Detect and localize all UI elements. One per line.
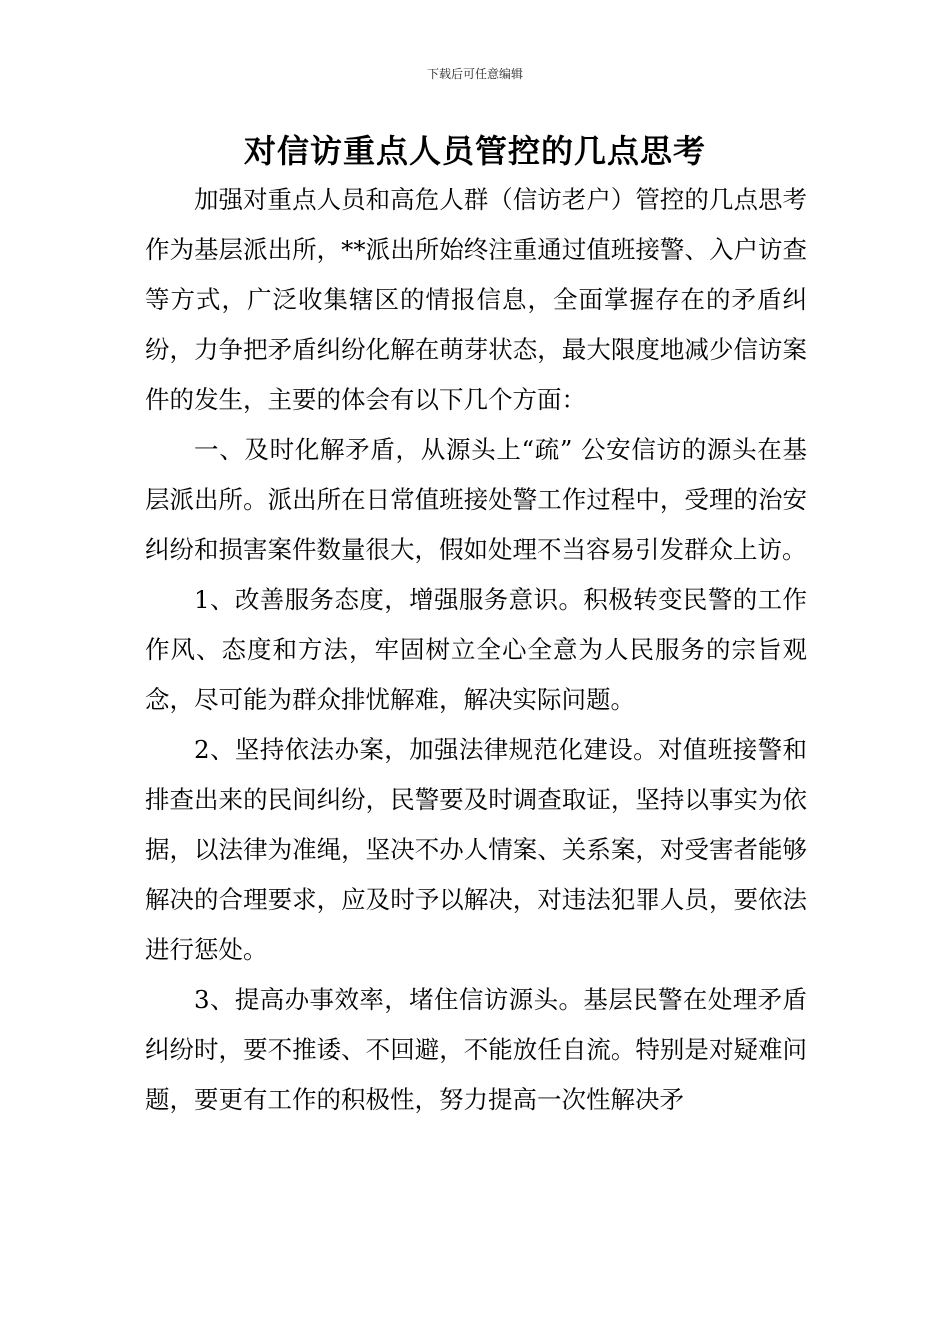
paragraph: 1、改善服务态度，增强服务意识。积极转变民警的工作作风、态度和方法，牢固树立全心全意为人民服务的宗旨观念，尽可能为群众排忧解难，解决实际问题。 xyxy=(145,585,807,714)
paragraph: 一、及时化解矛盾，从源头上“疏” 公安信访的源头在基层派出所。派出所在日常值班接处警工作过程中，受理的治安纠纷和损害案件数量很大，假如处理不当容易引发群众上访。 xyxy=(145,435,807,564)
paragraph: 加强对重点人员和高危人群（信访老户）管控的几点思考 作为基层派出所，**派出所始终注重通过值班接警、入户访查等方式，广泛收集辖区的情报信息，全面掌握存在的矛盾纠纷，力争把矛盾纠纷化解在萌芽状态，最大限度地减少信访案件的发生，主要的体会有以下几个方面： xyxy=(145,185,856,414)
paragraph: 3、提高办事效率，堵住信访源头。基层民警在处理矛盾纠纷时，要不推诿、不回避，不能放任自流。特别是对疑难问题，要更有工作的积极性，努力提高一次性解决矛 xyxy=(145,985,807,1114)
page-header: 下载后可任意编辑 xyxy=(426,67,523,81)
document-title: 对信访重点人员管控的几点思考 xyxy=(243,132,706,170)
paragraph: 2、坚持依法办案，加强法律规范化建设。对值班接警和排查出来的民间纠纷，民警要及时调查取证，坚持以事实为依据，以法律为准绳，坚决不办人情案、关系案，对受害者能够解决的合理要求，应及时予以解决，对违法犯罪人员，要依法进行惩处。 xyxy=(145,735,807,964)
document-body xyxy=(145,175,856,1125)
